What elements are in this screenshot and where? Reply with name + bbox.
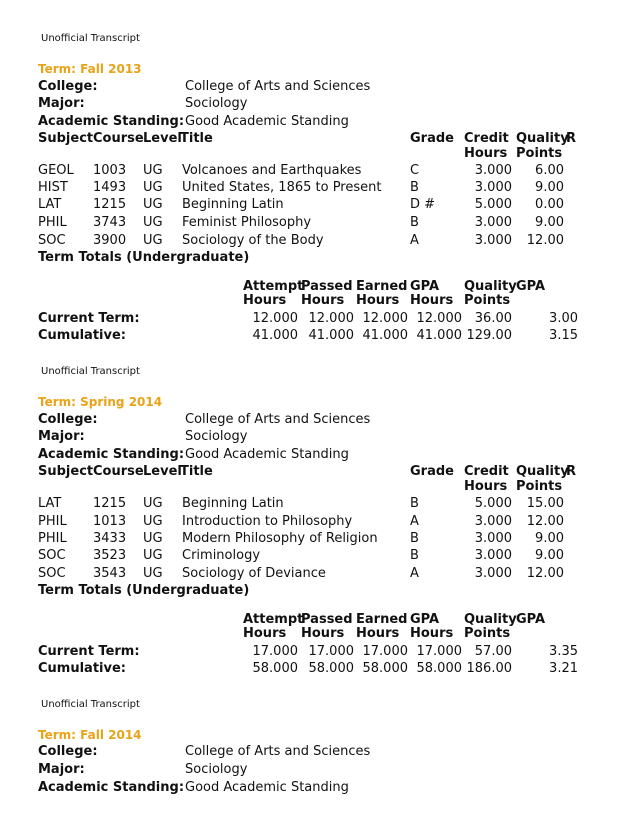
col-course-header: Course (93, 464, 144, 479)
course-subject: GEOL (38, 163, 74, 178)
col-credit-header-2: Hours (464, 479, 508, 494)
cumulative-gpa: 3.15 (549, 328, 578, 343)
current-gpa: 3.00 (549, 311, 578, 326)
col-credit-header: Credit (464, 464, 509, 479)
course-quality: 12.00 (526, 566, 564, 581)
course-number: 3743 (93, 215, 127, 230)
course-level: UG (143, 514, 163, 529)
major-value: Sociology (185, 96, 248, 111)
tot-gpa2-header: GPA (516, 612, 546, 627)
current-quality: 36.00 (474, 311, 512, 326)
major-label: Major: (38, 429, 85, 444)
course-title: Sociology of Deviance (182, 566, 326, 581)
current-gpa-hours: 17.000 (416, 644, 462, 659)
current-gpa: 3.35 (549, 644, 578, 659)
course-quality: 9.00 (535, 215, 564, 230)
current-attempt: 17.000 (252, 644, 298, 659)
course-number: 1215 (93, 496, 127, 511)
current-earned: 12.000 (362, 311, 408, 326)
cumulative-attempt: 41.000 (252, 328, 298, 343)
col-title-header: Title (180, 464, 213, 479)
tot-passed-header: Passed (301, 279, 353, 294)
transcript-header-label: Unofficial Transcript (41, 366, 140, 377)
tot-hours-header: Hours (356, 293, 400, 308)
tot-quality-header: Quality (464, 279, 517, 294)
transcript-header-label: Unofficial Transcript (41, 699, 140, 710)
course-credit: 3.000 (474, 514, 512, 529)
course-grade: A (410, 514, 419, 529)
standing-value: Good Academic Standing (185, 114, 349, 129)
course-subject: PHIL (38, 514, 67, 529)
cumulative-quality: 186.00 (466, 661, 512, 676)
course-grade: A (410, 233, 419, 248)
term-heading: Term: Fall 2014 (38, 728, 142, 742)
tot-hours-header: Hours (243, 626, 287, 641)
college-value: College of Arts and Sciences (185, 412, 371, 427)
course-credit: 3.000 (474, 163, 512, 178)
course-level: UG (143, 233, 163, 248)
course-title: Feminist Philosophy (182, 215, 312, 230)
course-quality: 6.00 (535, 163, 564, 178)
tot-earned-header: Earned (356, 612, 408, 627)
course-title: Criminology (182, 548, 261, 563)
term-totals-heading: Term Totals (Undergraduate) (38, 583, 250, 598)
col-r-header: R (566, 464, 577, 479)
course-number: 3900 (93, 233, 127, 248)
col-r-header: R (566, 131, 577, 146)
cumulative-gpa: 3.21 (549, 661, 578, 676)
current-quality: 57.00 (474, 644, 512, 659)
cumulative-label: Cumulative: (38, 661, 126, 676)
current-passed: 17.000 (308, 644, 354, 659)
course-credit: 5.000 (474, 496, 512, 511)
standing-value: Good Academic Standing (185, 780, 349, 795)
course-number: 3523 (93, 548, 127, 563)
cumulative-label: Cumulative: (38, 328, 126, 343)
tot-quality-header: Quality (464, 612, 517, 627)
tot-gpa-header: GPA (410, 612, 440, 627)
tot-gpa2-header: GPA (516, 279, 546, 294)
course-subject: LAT (38, 197, 62, 212)
course-credit: 3.000 (474, 548, 512, 563)
course-subject: SOC (38, 233, 66, 248)
col-grade-header: Grade (410, 464, 454, 479)
course-quality: 15.00 (526, 496, 564, 511)
course-number: 3433 (93, 531, 127, 546)
course-subject: SOC (38, 566, 66, 581)
cumulative-gpa-hours: 41.000 (416, 328, 462, 343)
course-grade: B (410, 180, 419, 195)
major-value: Sociology (185, 762, 248, 777)
course-grade: D # (410, 197, 436, 212)
course-level: UG (143, 548, 163, 563)
col-credit-header: Credit (464, 131, 509, 146)
course-credit: 3.000 (474, 233, 512, 248)
course-grade: B (410, 496, 419, 511)
course-subject: LAT (38, 496, 62, 511)
tot-hours-header: Hours (356, 626, 400, 641)
course-title: United States, 1865 to Present (182, 180, 382, 195)
term-totals-heading: Term Totals (Undergraduate) (38, 250, 250, 265)
course-number: 1013 (93, 514, 127, 529)
course-grade: C (410, 163, 420, 178)
course-title: Modern Philosophy of Religion (182, 531, 378, 546)
transcript-header-label: Unofficial Transcript (41, 33, 140, 44)
cumulative-passed: 58.000 (308, 661, 354, 676)
term-heading: Term: Fall 2013 (38, 62, 142, 76)
course-level: UG (143, 566, 163, 581)
course-number: 3543 (93, 566, 127, 581)
course-quality: 0.00 (535, 197, 564, 212)
col-credit-header-2: Hours (464, 146, 508, 161)
college-label: College: (38, 412, 98, 427)
standing-label: Academic Standing: (38, 447, 185, 462)
course-level: UG (143, 163, 163, 178)
col-title-header: Title (180, 131, 213, 146)
tot-hours-header: Hours (243, 293, 287, 308)
cumulative-gpa-hours: 58.000 (416, 661, 462, 676)
current-attempt: 12.000 (252, 311, 298, 326)
course-credit: 3.000 (474, 531, 512, 546)
course-title: Volcanoes and Earthquakes (182, 163, 362, 178)
standing-value: Good Academic Standing (185, 447, 349, 462)
col-quality-header: Quality (516, 131, 569, 146)
tot-hours-header: Hours (410, 626, 454, 641)
course-quality: 9.00 (535, 548, 564, 563)
col-subject-header: Subject (38, 131, 94, 146)
course-credit: 3.000 (474, 180, 512, 195)
tot-attempt-header: Attempt (243, 612, 304, 627)
course-number: 1493 (93, 180, 127, 195)
course-number: 1003 (93, 163, 127, 178)
course-title: Introduction to Philosophy (182, 514, 353, 529)
col-grade-header: Grade (410, 131, 454, 146)
col-level-header: Level (143, 464, 182, 479)
college-label: College: (38, 744, 98, 759)
tot-hours-header: Hours (301, 626, 345, 641)
course-subject: PHIL (38, 215, 67, 230)
tot-hours-header: Hours (410, 293, 454, 308)
col-quality-header-2: Points (516, 146, 563, 161)
standing-label: Academic Standing: (38, 114, 185, 129)
term-heading: Term: Spring 2014 (38, 395, 163, 409)
current-gpa-hours: 12.000 (416, 311, 462, 326)
cumulative-earned: 41.000 (362, 328, 408, 343)
col-level-header: Level (143, 131, 182, 146)
cumulative-earned: 58.000 (362, 661, 408, 676)
cumulative-passed: 41.000 (308, 328, 354, 343)
tot-points-header: Points (464, 293, 511, 308)
tot-points-header: Points (464, 626, 511, 641)
course-title: Sociology of the Body (182, 233, 324, 248)
course-quality: 12.00 (526, 514, 564, 529)
college-label: College: (38, 79, 98, 94)
current-term-label: Current Term: (38, 644, 140, 659)
standing-label: Academic Standing: (38, 780, 185, 795)
cumulative-attempt: 58.000 (252, 661, 298, 676)
course-title: Beginning Latin (182, 197, 284, 212)
college-value: College of Arts and Sciences (185, 79, 371, 94)
course-credit: 3.000 (474, 215, 512, 230)
course-level: UG (143, 197, 163, 212)
course-credit: 5.000 (474, 197, 512, 212)
tot-earned-header: Earned (356, 279, 408, 294)
course-level: UG (143, 496, 163, 511)
college-value: College of Arts and Sciences (185, 744, 371, 759)
course-quality: 9.00 (535, 180, 564, 195)
col-quality-header: Quality (516, 464, 569, 479)
tot-attempt-header: Attempt (243, 279, 304, 294)
tot-passed-header: Passed (301, 612, 353, 627)
tot-gpa-header: GPA (410, 279, 440, 294)
cumulative-quality: 129.00 (466, 328, 512, 343)
major-value: Sociology (185, 429, 248, 444)
course-level: UG (143, 531, 163, 546)
course-quality: 12.00 (526, 233, 564, 248)
course-level: UG (143, 215, 163, 230)
course-grade: B (410, 531, 419, 546)
major-label: Major: (38, 96, 85, 111)
col-course-header: Course (93, 131, 144, 146)
current-earned: 17.000 (362, 644, 408, 659)
course-quality: 9.00 (535, 531, 564, 546)
col-subject-header: Subject (38, 464, 94, 479)
major-label: Major: (38, 762, 85, 777)
current-term-label: Current Term: (38, 311, 140, 326)
current-passed: 12.000 (308, 311, 354, 326)
course-number: 1215 (93, 197, 127, 212)
course-level: UG (143, 180, 163, 195)
course-grade: B (410, 548, 419, 563)
course-subject: PHIL (38, 531, 67, 546)
tot-hours-header: Hours (301, 293, 345, 308)
course-subject: SOC (38, 548, 66, 563)
course-title: Beginning Latin (182, 496, 284, 511)
course-grade: A (410, 566, 419, 581)
col-quality-header-2: Points (516, 479, 563, 494)
course-subject: HIST (38, 180, 68, 195)
course-credit: 3.000 (474, 566, 512, 581)
course-grade: B (410, 215, 419, 230)
